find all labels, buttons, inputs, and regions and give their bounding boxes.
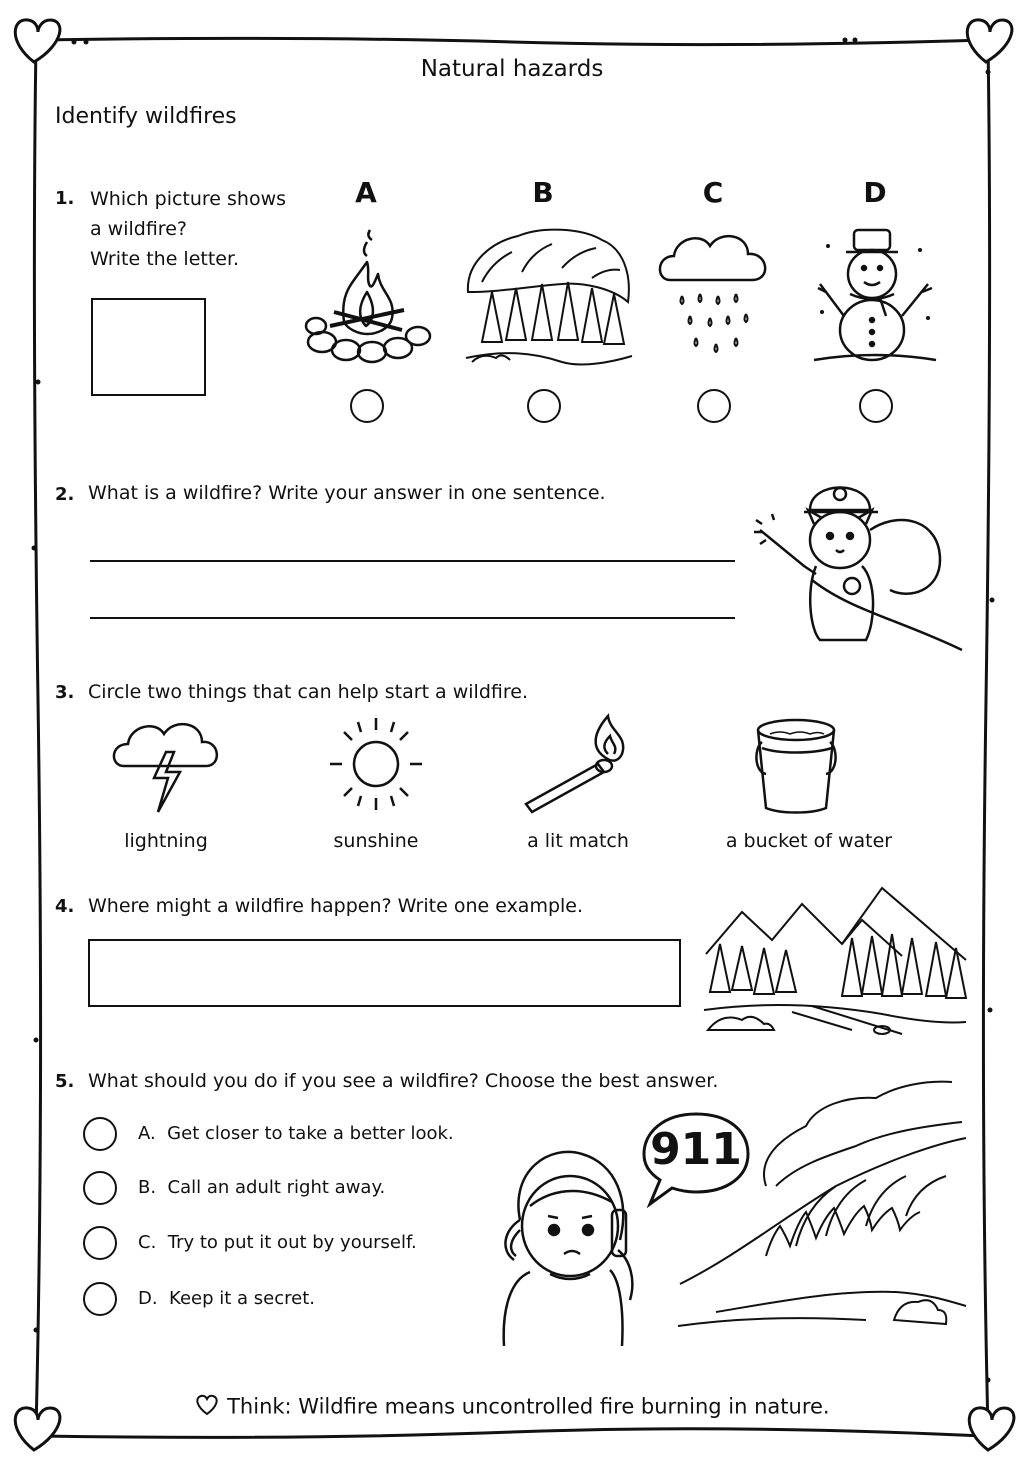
q5-choice-d[interactable] bbox=[138, 1288, 315, 1309]
q5-choice-d-letter: D. bbox=[138, 1288, 158, 1309]
hillside-wildfire-icon bbox=[676, 1076, 968, 1332]
q5-choice-b[interactable] bbox=[138, 1177, 385, 1198]
q3-label-match: a lit match bbox=[527, 830, 629, 852]
q4-answer-box[interactable] bbox=[88, 939, 681, 1007]
q4-number: 4. bbox=[55, 896, 75, 917]
q3-number: 3. bbox=[55, 682, 75, 703]
q5-choice-b-text: Call an adult right away. bbox=[167, 1177, 386, 1198]
worksheet-subtitle: Identify wildfires bbox=[55, 104, 237, 129]
heart-icon bbox=[194, 1394, 220, 1421]
q2-prompt: What is a wildfire? Write your answer in one sentence. bbox=[88, 482, 606, 504]
q1-option-d-circle[interactable] bbox=[859, 389, 893, 423]
q5-choice-c-letter: C. bbox=[138, 1232, 157, 1253]
q4-prompt: Where might a wildfire happen? Write one example. bbox=[88, 895, 584, 917]
rain-cloud-icon bbox=[656, 226, 772, 366]
q1-line-3: Write the letter. bbox=[90, 248, 240, 270]
firefighter-squirrel-icon bbox=[750, 470, 964, 660]
q5-choice-c-radio[interactable] bbox=[83, 1226, 117, 1260]
q1-option-c-letter: C bbox=[702, 176, 724, 209]
q1-prompt bbox=[90, 184, 286, 274]
page-title: Natural hazards bbox=[420, 56, 604, 82]
q1-number: 1. bbox=[55, 188, 75, 209]
lightning-cloud-icon[interactable] bbox=[110, 716, 220, 816]
snowman-icon bbox=[810, 222, 940, 368]
girl-calling-icon bbox=[490, 1140, 650, 1346]
q5-choice-a[interactable] bbox=[138, 1123, 454, 1144]
q5-choice-b-letter: B. bbox=[138, 1177, 157, 1198]
q1-option-b-letter: B bbox=[532, 176, 554, 209]
footer-note bbox=[0, 1394, 1024, 1421]
q1-option-d-letter: D bbox=[863, 176, 887, 209]
q3-label-sunshine: sunshine bbox=[333, 830, 419, 852]
q2-answer-line-1[interactable] bbox=[90, 560, 735, 562]
campfire-icon bbox=[300, 222, 434, 372]
q5-prompt: What should you do if you see a wildfire? Choose the best answer. bbox=[88, 1070, 719, 1092]
lit-match-icon[interactable] bbox=[520, 712, 630, 816]
q5-choice-a-radio[interactable] bbox=[83, 1117, 117, 1151]
q1-option-a-circle[interactable] bbox=[350, 389, 384, 423]
q1-option-a-letter: A bbox=[355, 176, 377, 209]
forest-fire-icon bbox=[462, 222, 634, 372]
q1-answer-box[interactable] bbox=[91, 298, 206, 396]
q2-number: 2. bbox=[55, 484, 75, 505]
q5-choice-a-letter: A. bbox=[138, 1123, 156, 1144]
q3-prompt: Circle two things that can help start a wildfire. bbox=[88, 681, 528, 703]
q5-choice-c[interactable] bbox=[138, 1232, 417, 1253]
q1-option-c-circle[interactable] bbox=[697, 389, 731, 423]
q1-option-b-circle[interactable] bbox=[527, 389, 561, 423]
q3-label-bucket: a bucket of water bbox=[725, 830, 893, 852]
mountain-forest-icon bbox=[702, 884, 968, 1036]
q5-choice-d-radio[interactable] bbox=[83, 1282, 117, 1316]
speech-911-text: 911 bbox=[650, 1124, 742, 1175]
q5-choice-d-text: Keep it a secret. bbox=[169, 1288, 315, 1309]
q5-number: 5. bbox=[55, 1071, 75, 1092]
q1-line-2: a wildfire? bbox=[90, 218, 187, 240]
footer-text: Think: Wildfire means uncontrolled fire burning in nature. bbox=[227, 1394, 830, 1419]
water-bucket-icon[interactable] bbox=[750, 712, 842, 816]
sun-icon[interactable] bbox=[326, 714, 426, 814]
q5-choice-a-text: Get closer to take a better look. bbox=[167, 1123, 454, 1144]
q1-line-1: Which picture shows bbox=[90, 188, 287, 210]
q5-choice-b-radio[interactable] bbox=[83, 1171, 117, 1205]
q2-answer-line-2[interactable] bbox=[90, 617, 735, 619]
q3-label-lightning: lightning bbox=[124, 830, 208, 852]
q5-choice-c-text: Try to put it out by yourself. bbox=[167, 1232, 417, 1253]
